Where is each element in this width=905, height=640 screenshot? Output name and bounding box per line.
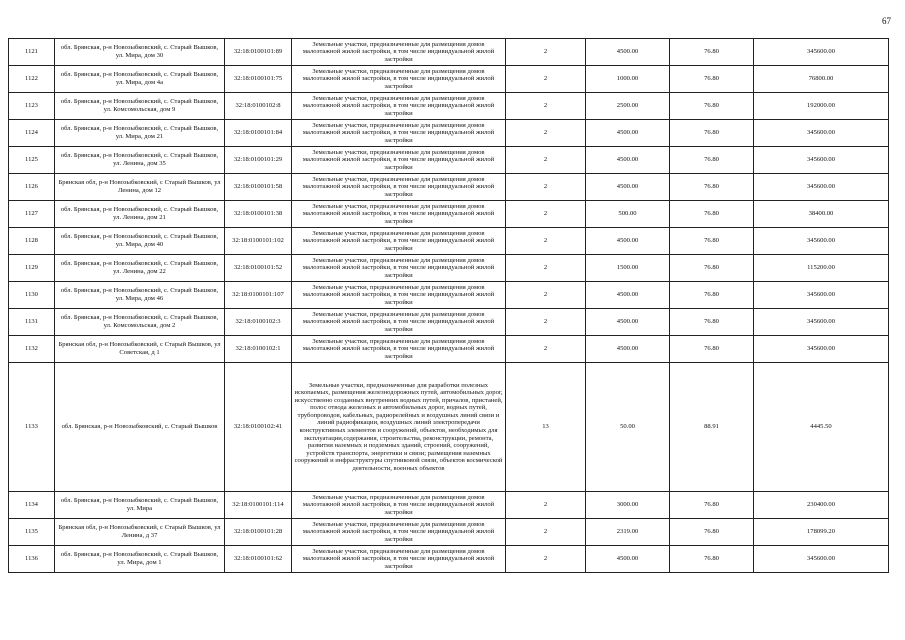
address-cell: обл. Брянская, р-н Новозыбковский, с. Старый Вышков, ул. Мира, дом 4а <box>55 66 225 93</box>
address-cell: обл. Брянская, р-н Новозыбковский, с. Старый Вышков, ул. Мира <box>55 492 225 519</box>
specific-value-cell: 76.80 <box>670 201 754 228</box>
area-cell: 2500.00 <box>586 93 670 120</box>
cadastral-value-cell: 192000.00 <box>754 93 889 120</box>
row-number: 1122 <box>9 66 55 93</box>
cadastral-value-cell: 345600.00 <box>754 39 889 66</box>
land-use-cell: Земельные участки, предназначенные для размещения домов малоэтажной жилой застройки, в том числе индивидуальной жилой застройки <box>292 282 506 309</box>
specific-value-cell: 76.80 <box>670 309 754 336</box>
area-cell: 500.00 <box>586 201 670 228</box>
land-use-cell: Земельные участки, предназначенные для разработки полезных ископаемых, размещения железнодорожных путей, автомобильных дорог, искусственно созданных внутренних водных путей, причалов, пристаней, полос отвода железных и автомобильных дорог, водных путей, трубопроводов, кабельных, радиорелейных и воздушных линий связи и линий радиофикации, воздушных линий электропередачи конструктивных элементов и сооружений, объектов, необходимых для эксплуатации,содержания, строительства, реконструкции, ремонта, развития наземных и подземных зданий, строений, сооружений, устройств транспорта, энергетики и связи; размещения наземных сооружений и инфраструктуры спутниковой связи, объектов космической деятельности, военных объектов <box>292 363 506 492</box>
row-number: 1123 <box>9 93 55 120</box>
row-number: 1133 <box>9 363 55 492</box>
land-use-cell: Земельные участки, предназначенные для размещения домов малоэтажной жилой застройки, в том числе индивидуальной жилой застройки <box>292 39 506 66</box>
area-cell: 3000.00 <box>586 492 670 519</box>
specific-value-cell: 76.80 <box>670 39 754 66</box>
area-cell: 1000.00 <box>586 66 670 93</box>
land-use-cell: Земельные участки, предназначенные для размещения домов малоэтажной жилой застройки, в том числе индивидуальной жилой застройки <box>292 519 506 546</box>
cadastral-number-cell: 32:18:0100102:1 <box>225 336 292 363</box>
cadastral-number-cell: 32:18:0100102:3 <box>225 309 292 336</box>
table-row <box>9 519 889 546</box>
area-cell: 50.00 <box>586 363 670 492</box>
use-group-cell: 2 <box>506 93 586 120</box>
row-number: 1124 <box>9 120 55 147</box>
cadastral-value-cell: 345600.00 <box>754 309 889 336</box>
cadastral-number-cell: 32:18:0100102:8 <box>225 93 292 120</box>
cadastral-number-cell: 32:18:0100101:114 <box>225 492 292 519</box>
row-number: 1131 <box>9 309 55 336</box>
address-cell: обл. Брянская, р-н Новозыбковский, с. Старый Вышков, ул. Мира, дом 30 <box>55 39 225 66</box>
cadastral-value-cell: 345600.00 <box>754 147 889 174</box>
cadastral-value-cell: 178099.20 <box>754 519 889 546</box>
cadastral-number-cell: 32:18:0100101:28 <box>225 519 292 546</box>
table-row <box>9 309 889 336</box>
use-group-cell: 2 <box>506 174 586 201</box>
address-cell: обл. Брянская, р-н Новозыбковский, с. Старый Вышков <box>55 363 225 492</box>
land-use-cell: Земельные участки, предназначенные для размещения домов малоэтажной жилой застройки, в том числе индивидуальной жилой застройки <box>292 201 506 228</box>
land-use-cell: Земельные участки, предназначенные для размещения домов малоэтажной жилой застройки, в том числе индивидуальной жилой застройки <box>292 228 506 255</box>
cadastral-number-cell: 32:18:0100101:29 <box>225 147 292 174</box>
land-registry-table <box>8 38 889 573</box>
use-group-cell: 2 <box>506 66 586 93</box>
specific-value-cell: 76.80 <box>670 147 754 174</box>
land-use-cell: Земельные участки, предназначенные для размещения домов малоэтажной жилой застройки, в том числе индивидуальной жилой застройки <box>292 492 506 519</box>
area-cell: 1500.00 <box>586 255 670 282</box>
land-use-cell: Земельные участки, предназначенные для размещения домов малоэтажной жилой застройки, в том числе индивидуальной жилой застройки <box>292 546 506 573</box>
area-cell: 4500.00 <box>586 282 670 309</box>
cadastral-value-cell: 345600.00 <box>754 228 889 255</box>
cadastral-value-cell: 345600.00 <box>754 120 889 147</box>
address-cell: Брянская обл, р-н Новозыбковский, с Старый Вышков, ул Ленина, д 37 <box>55 519 225 546</box>
land-use-cell: Земельные участки, предназначенные для размещения домов малоэтажной жилой застройки, в том числе индивидуальной жилой застройки <box>292 66 506 93</box>
area-cell: 4500.00 <box>586 228 670 255</box>
table-row <box>9 201 889 228</box>
cadastral-value-cell: 76800.00 <box>754 66 889 93</box>
cadastral-value-cell: 345600.00 <box>754 546 889 573</box>
specific-value-cell: 76.80 <box>670 228 754 255</box>
land-use-cell: Земельные участки, предназначенные для размещения домов малоэтажной жилой застройки, в том числе индивидуальной жилой застройки <box>292 93 506 120</box>
land-use-cell: Земельные участки, предназначенные для размещения домов малоэтажной жилой застройки, в том числе индивидуальной жилой застройки <box>292 174 506 201</box>
area-cell: 4500.00 <box>586 39 670 66</box>
cadastral-value-cell: 4445.50 <box>754 363 889 492</box>
use-group-cell: 2 <box>506 147 586 174</box>
table-row <box>9 39 889 66</box>
table-row <box>9 93 889 120</box>
table-row <box>9 66 889 93</box>
area-cell: 4500.00 <box>586 309 670 336</box>
row-number: 1134 <box>9 492 55 519</box>
area-cell: 2319.00 <box>586 519 670 546</box>
table-row <box>9 120 889 147</box>
table-row <box>9 228 889 255</box>
address-cell: обл. Брянская, р-н Новозыбковский, с. Старый Вышков, ул. Комсомольская, дом 2 <box>55 309 225 336</box>
land-use-cell: Земельные участки, предназначенные для размещения домов малоэтажной жилой застройки, в том числе индивидуальной жилой застройки <box>292 120 506 147</box>
use-group-cell: 2 <box>506 336 586 363</box>
table-row <box>9 174 889 201</box>
area-cell: 4500.00 <box>586 174 670 201</box>
row-number: 1135 <box>9 519 55 546</box>
specific-value-cell: 76.80 <box>670 546 754 573</box>
area-cell: 4500.00 <box>586 336 670 363</box>
table-row <box>9 546 889 573</box>
use-group-cell: 2 <box>506 519 586 546</box>
row-number: 1127 <box>9 201 55 228</box>
specific-value-cell: 76.80 <box>670 519 754 546</box>
cadastral-number-cell: 32:18:0100101:52 <box>225 255 292 282</box>
row-number: 1126 <box>9 174 55 201</box>
specific-value-cell: 76.80 <box>670 66 754 93</box>
address-cell: Брянская обл, р-н Новозыбковский, с Старый Вышков, ул Ленина, дом 12 <box>55 174 225 201</box>
row-number: 1129 <box>9 255 55 282</box>
address-cell: обл. Брянская, р-н Новозыбковский, с. Старый Вышков, ул. Ленина, дом 22 <box>55 255 225 282</box>
use-group-cell: 2 <box>506 201 586 228</box>
table-row <box>9 492 889 519</box>
address-cell: обл. Брянская, р-н Новозыбковский, с. Старый Вышков, ул. Мира, дом 21 <box>55 120 225 147</box>
row-number: 1132 <box>9 336 55 363</box>
cadastral-value-cell: 345600.00 <box>754 336 889 363</box>
cadastral-value-cell: 345600.00 <box>754 282 889 309</box>
row-number: 1130 <box>9 282 55 309</box>
cadastral-number-cell: 32:18:0100101:102 <box>225 228 292 255</box>
table-row <box>9 147 889 174</box>
address-cell: Брянская обл, р-н Новозыбковский, с Старый Вышков, ул Советская, д 1 <box>55 336 225 363</box>
row-number: 1136 <box>9 546 55 573</box>
page-number: 67 <box>882 16 891 26</box>
cadastral-number-cell: 32:18:0100101:107 <box>225 282 292 309</box>
cadastral-number-cell: 32:18:0100101:84 <box>225 120 292 147</box>
use-group-cell: 2 <box>506 546 586 573</box>
row-number: 1121 <box>9 39 55 66</box>
area-cell: 4500.00 <box>586 546 670 573</box>
cadastral-value-cell: 38400.00 <box>754 201 889 228</box>
table-row <box>9 363 889 492</box>
use-group-cell: 2 <box>506 282 586 309</box>
specific-value-cell: 76.80 <box>670 174 754 201</box>
land-use-cell: Земельные участки, предназначенные для размещения домов малоэтажной жилой застройки, в том числе индивидуальной жилой застройки <box>292 336 506 363</box>
use-group-cell: 2 <box>506 120 586 147</box>
cadastral-number-cell: 32:18:0100101:62 <box>225 546 292 573</box>
specific-value-cell: 76.80 <box>670 255 754 282</box>
cadastral-value-cell: 115200.00 <box>754 255 889 282</box>
row-number: 1128 <box>9 228 55 255</box>
address-cell: обл. Брянская, р-н Новозыбковский, с. Старый Вышков, ул. Комсомольская, дом 9 <box>55 93 225 120</box>
specific-value-cell: 76.80 <box>670 336 754 363</box>
land-use-cell: Земельные участки, предназначенные для размещения домов малоэтажной жилой застройки, в том числе индивидуальной жилой застройки <box>292 255 506 282</box>
use-group-cell: 13 <box>506 363 586 492</box>
land-use-cell: Земельные участки, предназначенные для размещения домов малоэтажной жилой застройки, в том числе индивидуальной жилой застройки <box>292 147 506 174</box>
cadastral-number-cell: 32:18:0100101:58 <box>225 174 292 201</box>
cadastral-number-cell: 32:18:0100101:75 <box>225 66 292 93</box>
use-group-cell: 2 <box>506 255 586 282</box>
address-cell: обл. Брянская, р-н Новозыбковский, с. Старый Вышков, ул. Мира, дом 1 <box>55 546 225 573</box>
cadastral-value-cell: 230400.00 <box>754 492 889 519</box>
cadastral-number-cell: 32:18:0100101:89 <box>225 39 292 66</box>
specific-value-cell: 76.80 <box>670 93 754 120</box>
specific-value-cell: 88.91 <box>670 363 754 492</box>
area-cell: 4500.00 <box>586 147 670 174</box>
specific-value-cell: 76.80 <box>670 492 754 519</box>
address-cell: обл. Брянская, р-н Новозыбковский, с. Старый Вышков, ул. Ленина, дом 21 <box>55 201 225 228</box>
row-number: 1125 <box>9 147 55 174</box>
table-row <box>9 282 889 309</box>
use-group-cell: 2 <box>506 228 586 255</box>
address-cell: обл. Брянская, р-н Новозыбковский, с. Старый Вышков, ул. Ленина, дом 35 <box>55 147 225 174</box>
table-row <box>9 336 889 363</box>
cadastral-number-cell: 32:18:0100102:41 <box>225 363 292 492</box>
cadastral-value-cell: 345600.00 <box>754 174 889 201</box>
specific-value-cell: 76.80 <box>670 120 754 147</box>
use-group-cell: 2 <box>506 492 586 519</box>
specific-value-cell: 76.80 <box>670 282 754 309</box>
use-group-cell: 2 <box>506 309 586 336</box>
use-group-cell: 2 <box>506 39 586 66</box>
address-cell: обл. Брянская, р-н Новозыбковский, с. Старый Вышков, ул. Мира, дом 40 <box>55 228 225 255</box>
cadastral-number-cell: 32:18:0100101:38 <box>225 201 292 228</box>
area-cell: 4500.00 <box>586 120 670 147</box>
table-row <box>9 255 889 282</box>
address-cell: обл. Брянская, р-н Новозыбковский, с. Старый Вышков, ул. Мира, дом 46 <box>55 282 225 309</box>
land-use-cell: Земельные участки, предназначенные для размещения домов малоэтажной жилой застройки, в том числе индивидуальной жилой застройки <box>292 309 506 336</box>
